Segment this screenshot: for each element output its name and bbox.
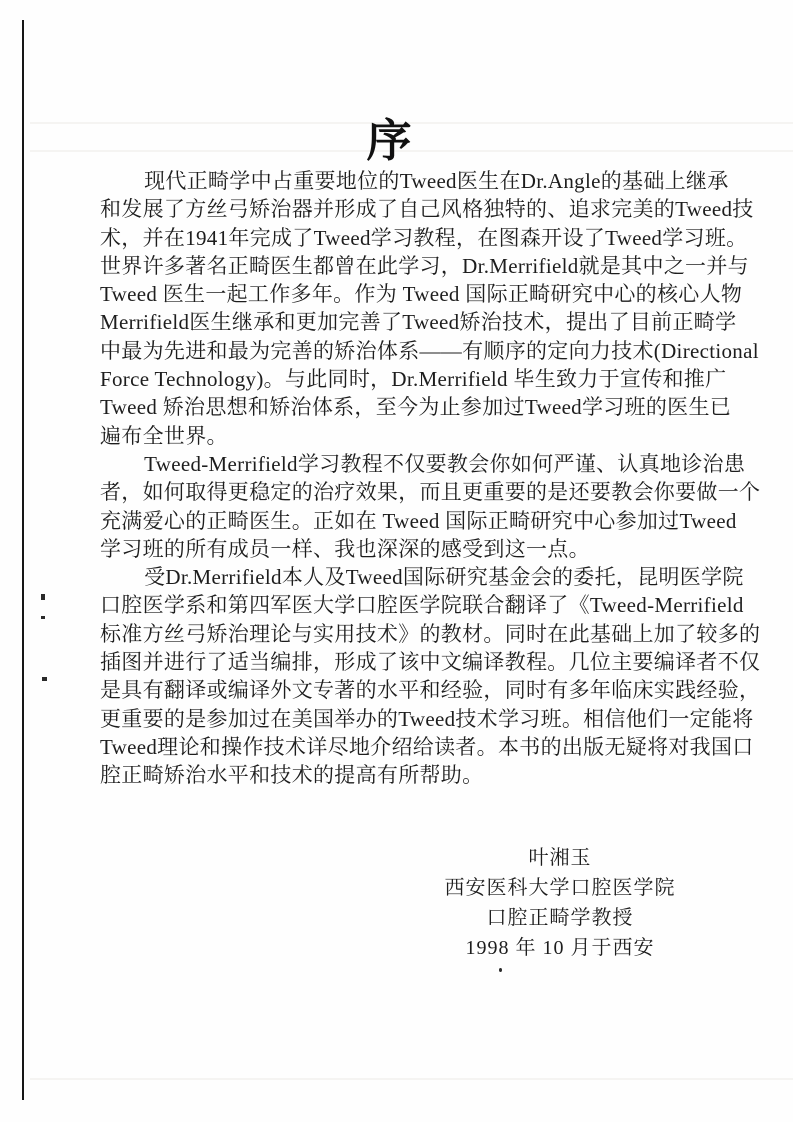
page-binding-line — [22, 20, 24, 1100]
text-line: 插图并进行了适当编排，形成了该中文编译教程。几位主要编译者不仅 — [100, 650, 761, 675]
text-line: 世界许多著名正畸医生都曾在此学习，Dr.Merrifield就是其中之一并与 — [100, 253, 749, 278]
signature-date-place: 1998 年 10 月于西安 — [465, 937, 655, 959]
text-line: 术，并在1941年完成了Tweed学习教程，在图森开设了Tweed学习班。 — [100, 225, 748, 250]
text-line: Merrifield医生继承和更加完善了Tweed矫治技术，提出了目前正畸学 — [100, 310, 737, 335]
text-line: 是具有翻译或编译外文专著的水平和经验，同时有多年临床实践经验， — [100, 678, 761, 703]
text-line: 学习班的所有成员一样、我也深深的感受到这一点。 — [100, 536, 590, 561]
text-line: Force Technology)。与此同时，Dr.Merrifield 毕生致力于宣传和推广 — [100, 367, 727, 392]
signature-affiliation: 西安医科大学口腔医学院 — [444, 877, 676, 899]
text-line: 口腔医学系和第四军医大学口腔医学院联合翻译了《Tweed-Merrifield — [100, 593, 744, 618]
page-title: 序 — [366, 116, 414, 166]
signature-block — [420, 843, 700, 963]
text-line: 和发展了方丝弓矫治器并形成了自己风格独特的、追求完美的Tweed技 — [100, 197, 754, 222]
dust-speck — [41, 616, 45, 619]
signature-title: 口腔正畸学教授 — [486, 907, 634, 929]
text-line: 中最为先进和最为完善的矫治体系——有顺序的定向力技术(Directional — [100, 338, 759, 363]
text-line: 现代正畸学中占重要地位的Tweed医生在Dr.Angle的基础上继承 — [144, 169, 729, 193]
text-line: Tweed-Merrifield学习教程不仅要教会你如何严谨、认真地诊治患 — [144, 451, 746, 476]
dust-speck — [42, 677, 47, 681]
text-line: 更重要的是参加过在美国举办的Tweed技术学习班。相信他们一定能将 — [100, 706, 754, 731]
text-line: 腔正畸矫治水平和技术的提高有所帮助。 — [100, 763, 484, 788]
text-line: 受Dr.Merrifield本人及Tweed国际研究基金会的委托，昆明医学院 — [144, 565, 744, 590]
signature-author: 叶湘玉 — [528, 847, 592, 869]
text-line: Tweed理论和操作技术详尽地介绍给读者。本书的出版无疑将对我国口 — [100, 734, 754, 759]
text-line: 标准方丝弓矫治理论与实用技术》的教材。同时在此基础上加了较多的 — [100, 621, 761, 646]
text-line: Tweed 矫治思想和矫治体系，至今为止参加过Tweed学习班的医生已 — [100, 395, 732, 420]
text-line: 遍布全世界。 — [100, 423, 228, 448]
preface-body — [100, 167, 761, 790]
scan-artifact-band — [30, 1078, 793, 1080]
text-line: Tweed 医生一起工作多年。作为 Tweed 国际正畸研究中心的核心人物 — [100, 282, 743, 307]
text-line: 充满爱心的正畸医生。正如在 Tweed 国际正畸研究中心参加过Tweed — [100, 508, 737, 533]
dust-speck — [499, 968, 502, 972]
dust-speck — [41, 594, 45, 600]
text-line: 者，如何取得更稳定的治疗效果，而且更重要的是还要教会你要做一个 — [100, 480, 761, 505]
